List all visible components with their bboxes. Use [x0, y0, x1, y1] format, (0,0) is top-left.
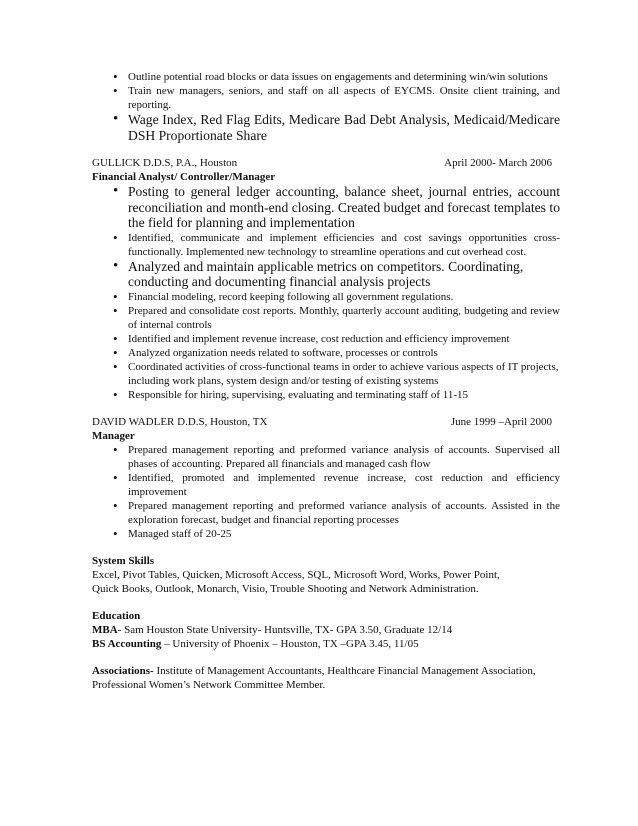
job2-header	[92, 415, 560, 429]
list-item: • Prepared management reporting and preformed variance analysis of accounts. Supervised all phases of accounting. Prepared all financials and managed cash flow	[92, 443, 560, 471]
list-item: • Posting to general ledger accounting, balance sheet, journal entries, account reconciliation and month-end closing. Created budget and forecast templates to the field for planning and implementation	[92, 184, 560, 231]
list-item: • Prepared and consolidate cost reports. Monthly, quarterly account auditing, budgeting and review of internal controls	[92, 304, 560, 332]
education-heading: Education	[92, 609, 141, 622]
list-item: • Outline potential road blocks or data issues on engagements and determining win/win solutions	[92, 70, 560, 84]
job1-title: Financial Analyst/ Controller/Manager	[92, 171, 276, 183]
list-item: • Financial modeling, record keeping following all government regulations.	[92, 290, 560, 304]
resume-page	[92, 70, 560, 692]
job2-dates: June 1999 –April 2000	[450, 415, 552, 428]
mba-label: MBA	[92, 623, 118, 636]
job1-employer: GULLICK D.D.S, P.A., Houston	[92, 157, 238, 169]
system-skills-heading: System Skills	[92, 554, 155, 567]
job1-dates: April 2000- March 2006	[444, 157, 552, 169]
job2-employer: DAVID WADLER D.D.S, Houston, TX	[92, 415, 268, 428]
list-item: • Responsible for hiring, supervising, evaluating and terminating staff of 11-15	[92, 388, 560, 402]
list-item: • Coordinated activities of cross-functional teams in order to achieve various aspects of IT projects, including work plans, system design and/or testing of existing systems	[92, 360, 560, 388]
list-item: • Managed staff of 20-25	[92, 527, 560, 541]
job1-bullet-list	[92, 184, 560, 402]
list-item: • Train new managers, seniors, and staff on all aspects of EYCMS. Onsite client training, and reporting.	[92, 84, 560, 112]
bs-label: BS Accounting	[92, 637, 162, 650]
bs-text: – University of Phoenix – Houston, TX –GPA 3.45, 11/05	[161, 637, 419, 650]
job2-title: Manager	[92, 429, 135, 442]
list-item: • Analyzed and maintain applicable metrics on competitors. Coordinating, conducting and documenting financial analysis projects	[92, 259, 560, 290]
list-item: • Wage Index, Red Flag Edits, Medicare Bad Debt Analysis, Medicaid/Medicare DSH Proportionate Share	[92, 112, 560, 143]
job2-bullet-list	[92, 443, 560, 541]
mba-text: - Sam Houston State University- Huntsville, TX- GPA 3.50, Graduate 12/14	[117, 623, 453, 636]
system-skills-line: Quick Books, Outlook, Monarch, Visio, Trouble Shooting and Network Administration.	[92, 582, 479, 595]
associations	[92, 664, 560, 692]
job1-header	[92, 156, 560, 170]
list-item: • Identified, promoted and implemented revenue increase, cost reduction and efficiency improvement	[92, 471, 560, 499]
top-bullet-list	[92, 70, 560, 143]
list-item: • Identified, communicate and implement efficiencies and cost savings opportunities cross-functionally. Implemented new technology to streamline operations and cut overhead cost.	[92, 231, 560, 259]
list-item: • Prepared management reporting and preformed variance analysis of accounts. Assisted in the exploration forecast, budget and financial reporting processes	[92, 499, 560, 527]
associations-text: Institute of Management Accountants, Healthcare Financial Management Association, Professional Women’s Network Committee Member.	[92, 664, 536, 691]
list-item: • Analyzed organization needs related to software, processes or controls	[92, 346, 560, 360]
education-bs	[92, 637, 560, 651]
education-mba	[92, 623, 560, 637]
list-item: • Identified and implement revenue increase, cost reduction and efficiency improvement	[92, 332, 560, 346]
associations-label: Associations-	[92, 664, 154, 677]
system-skills-line: Excel, Pivot Tables, Quicken, Microsoft Access, SQL, Microsoft Word, Works, Power Point,	[92, 568, 500, 581]
